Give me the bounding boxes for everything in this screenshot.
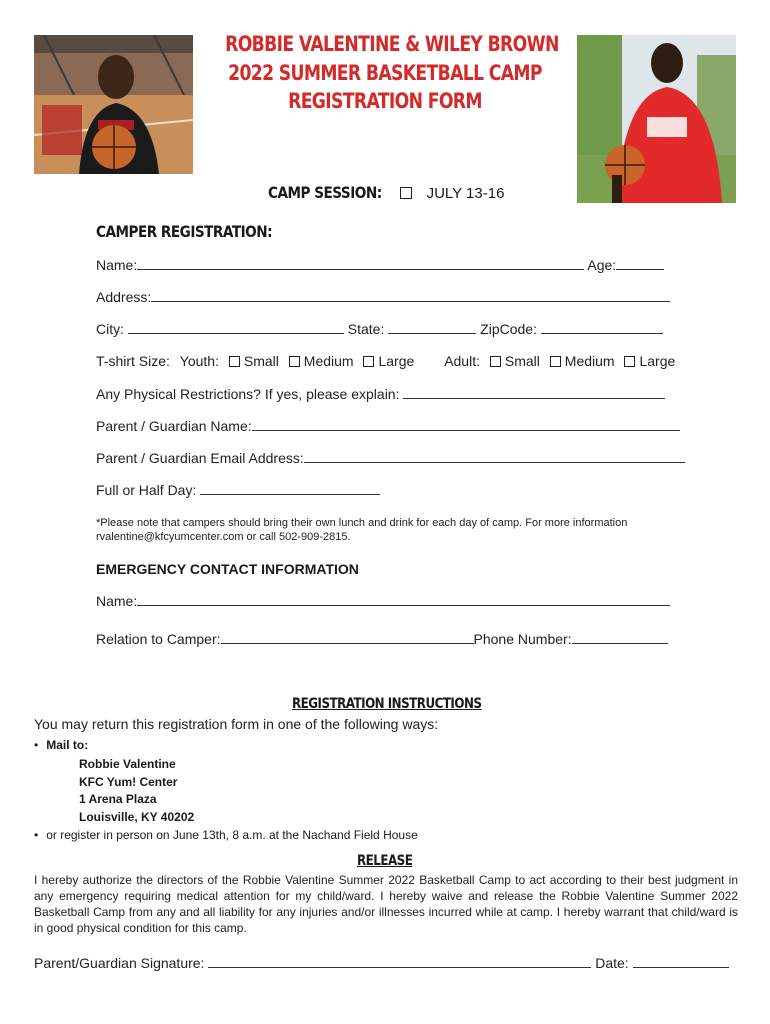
camper-name-row xyxy=(96,257,664,273)
camper-name-field[interactable] xyxy=(137,257,584,270)
in-person-bullet-item xyxy=(34,828,418,842)
address-line-4: Louisville, KY 40202 xyxy=(79,809,195,824)
camper-city-field[interactable] xyxy=(128,321,344,334)
title-line-3: REGISTRATION FORM xyxy=(288,89,482,113)
full-half-day-field[interactable] xyxy=(200,482,380,495)
signature-label: Parent/Guardian Signature: xyxy=(34,955,205,971)
signature-row xyxy=(34,955,729,971)
camper-age-field[interactable] xyxy=(616,257,664,270)
adult-label: Adult: xyxy=(444,353,480,369)
address-line-2: KFC Yum! Center xyxy=(79,774,178,789)
lunch-note-line-2: rvalentine@kfcyumcenter.com or call 502-909-2815. xyxy=(96,531,351,543)
camper-name-label: Name: xyxy=(96,257,138,273)
camper-address-row xyxy=(96,289,670,305)
mail-bullet-item xyxy=(34,738,88,752)
emergency-name-label: Name: xyxy=(96,593,138,609)
youth-large-checkbox[interactable] xyxy=(363,356,374,367)
mail-to-label: Mail to: xyxy=(46,738,89,752)
photo-robbie-valentine xyxy=(34,35,193,174)
address-line-1: Robbie Valentine xyxy=(79,757,176,771)
title-line-2: 2022 SUMMER BASKETBALL CAMP xyxy=(228,60,542,85)
emergency-heading: EMERGENCY CONTACT INFORMATION xyxy=(96,561,359,577)
adult-small-checkbox[interactable] xyxy=(490,356,501,367)
instructions-heading: REGISTRATION INSTRUCTIONS xyxy=(292,696,482,712)
date-label: Date: xyxy=(595,955,629,971)
restrictions-field[interactable] xyxy=(403,386,665,399)
youth-small-label: Small xyxy=(243,353,279,369)
instructions-intro: You may return this registration form in one of the following ways: xyxy=(34,716,439,732)
address-line-3: 1 Arena Plaza xyxy=(79,792,157,806)
camp-session-label: CAMP SESSION: xyxy=(268,183,382,202)
camp-session-option: JULY 13-16 xyxy=(426,185,505,202)
release-text: I hereby authorize the directors of the Robbie Valentine Summer 2022 Basketball Camp to act according to their best judgment in any emergency requiring medical attention for my child/ward. I hereby waive and release the Robbie Valentine Summer 2022 Basketball Camp from any and all liability for any injuries and/or illnesses incurred while at camp. I hereby warrant that child/ward is in good physical condition for this camp. xyxy=(34,873,738,935)
lunch-note xyxy=(96,516,696,544)
form-title xyxy=(225,30,559,116)
adult-large-label: Large xyxy=(639,353,676,369)
lunch-note-line-1: *Please note that campers should bring their own lunch and drink for each day of camp. For more information xyxy=(96,517,628,529)
guardian-name-field[interactable] xyxy=(252,418,680,431)
emergency-name-row xyxy=(96,593,670,609)
adult-large-checkbox[interactable] xyxy=(624,356,635,367)
camper-address-label: Address: xyxy=(96,289,152,305)
camp-session-checkbox[interactable] xyxy=(400,187,412,199)
camper-address-field[interactable] xyxy=(151,289,670,302)
in-person-text: or register in person on June 13th, 8 a.m. at the Nachand Field House xyxy=(46,828,418,842)
youth-small-checkbox[interactable] xyxy=(229,356,240,367)
date-field[interactable] xyxy=(633,955,729,968)
youth-medium-label: Medium xyxy=(303,353,354,369)
full-half-day-label: Full or Half Day: xyxy=(96,482,197,498)
restrictions-label: Any Physical Restrictions? If yes, please explain: xyxy=(96,386,400,402)
youth-label: Youth: xyxy=(179,353,219,369)
bullet-icon: • xyxy=(34,828,39,842)
guardian-email-field[interactable] xyxy=(304,450,685,463)
camper-age-label: Age: xyxy=(587,257,617,273)
adult-small-label: Small xyxy=(504,353,540,369)
camp-session-row xyxy=(268,183,504,203)
camper-zip-field[interactable] xyxy=(541,321,663,334)
camper-city-row xyxy=(96,321,663,337)
photo-wiley-brown xyxy=(577,35,736,203)
camper-state-label: State: xyxy=(347,321,385,337)
camper-state-field[interactable] xyxy=(388,321,476,334)
phone-label: Phone Number: xyxy=(473,631,572,647)
restrictions-row xyxy=(96,386,665,402)
adult-medium-checkbox[interactable] xyxy=(550,356,561,367)
mailing-address xyxy=(79,756,194,826)
emergency-relation-row xyxy=(96,631,668,647)
camper-city-label: City: xyxy=(96,321,124,337)
signature-field[interactable] xyxy=(208,955,591,968)
release-heading: RELEASE xyxy=(357,853,413,869)
full-half-day-row xyxy=(96,482,380,498)
guardian-email-label: Parent / Guardian Email Address: xyxy=(96,450,304,466)
phone-field[interactable] xyxy=(572,631,668,644)
guardian-email-row xyxy=(96,450,685,466)
bullet-icon: • xyxy=(34,738,39,752)
camper-zip-label: ZipCode: xyxy=(480,321,537,337)
relation-label: Relation to Camper: xyxy=(96,631,221,647)
camper-registration-heading: CAMPER REGISTRATION: xyxy=(96,222,273,241)
tshirt-size-label: T-shirt Size: xyxy=(96,353,170,369)
youth-large-label: Large xyxy=(378,353,415,369)
emergency-name-field[interactable] xyxy=(137,593,670,606)
title-line-1: ROBBIE VALENTINE & WILEY BROWN xyxy=(225,32,559,56)
adult-medium-label: Medium xyxy=(564,353,615,369)
tshirt-size-row xyxy=(96,353,675,369)
guardian-name-row xyxy=(96,418,680,434)
relation-field[interactable] xyxy=(221,631,474,644)
youth-medium-checkbox[interactable] xyxy=(289,356,300,367)
guardian-name-label: Parent / Guardian Name: xyxy=(96,418,252,434)
